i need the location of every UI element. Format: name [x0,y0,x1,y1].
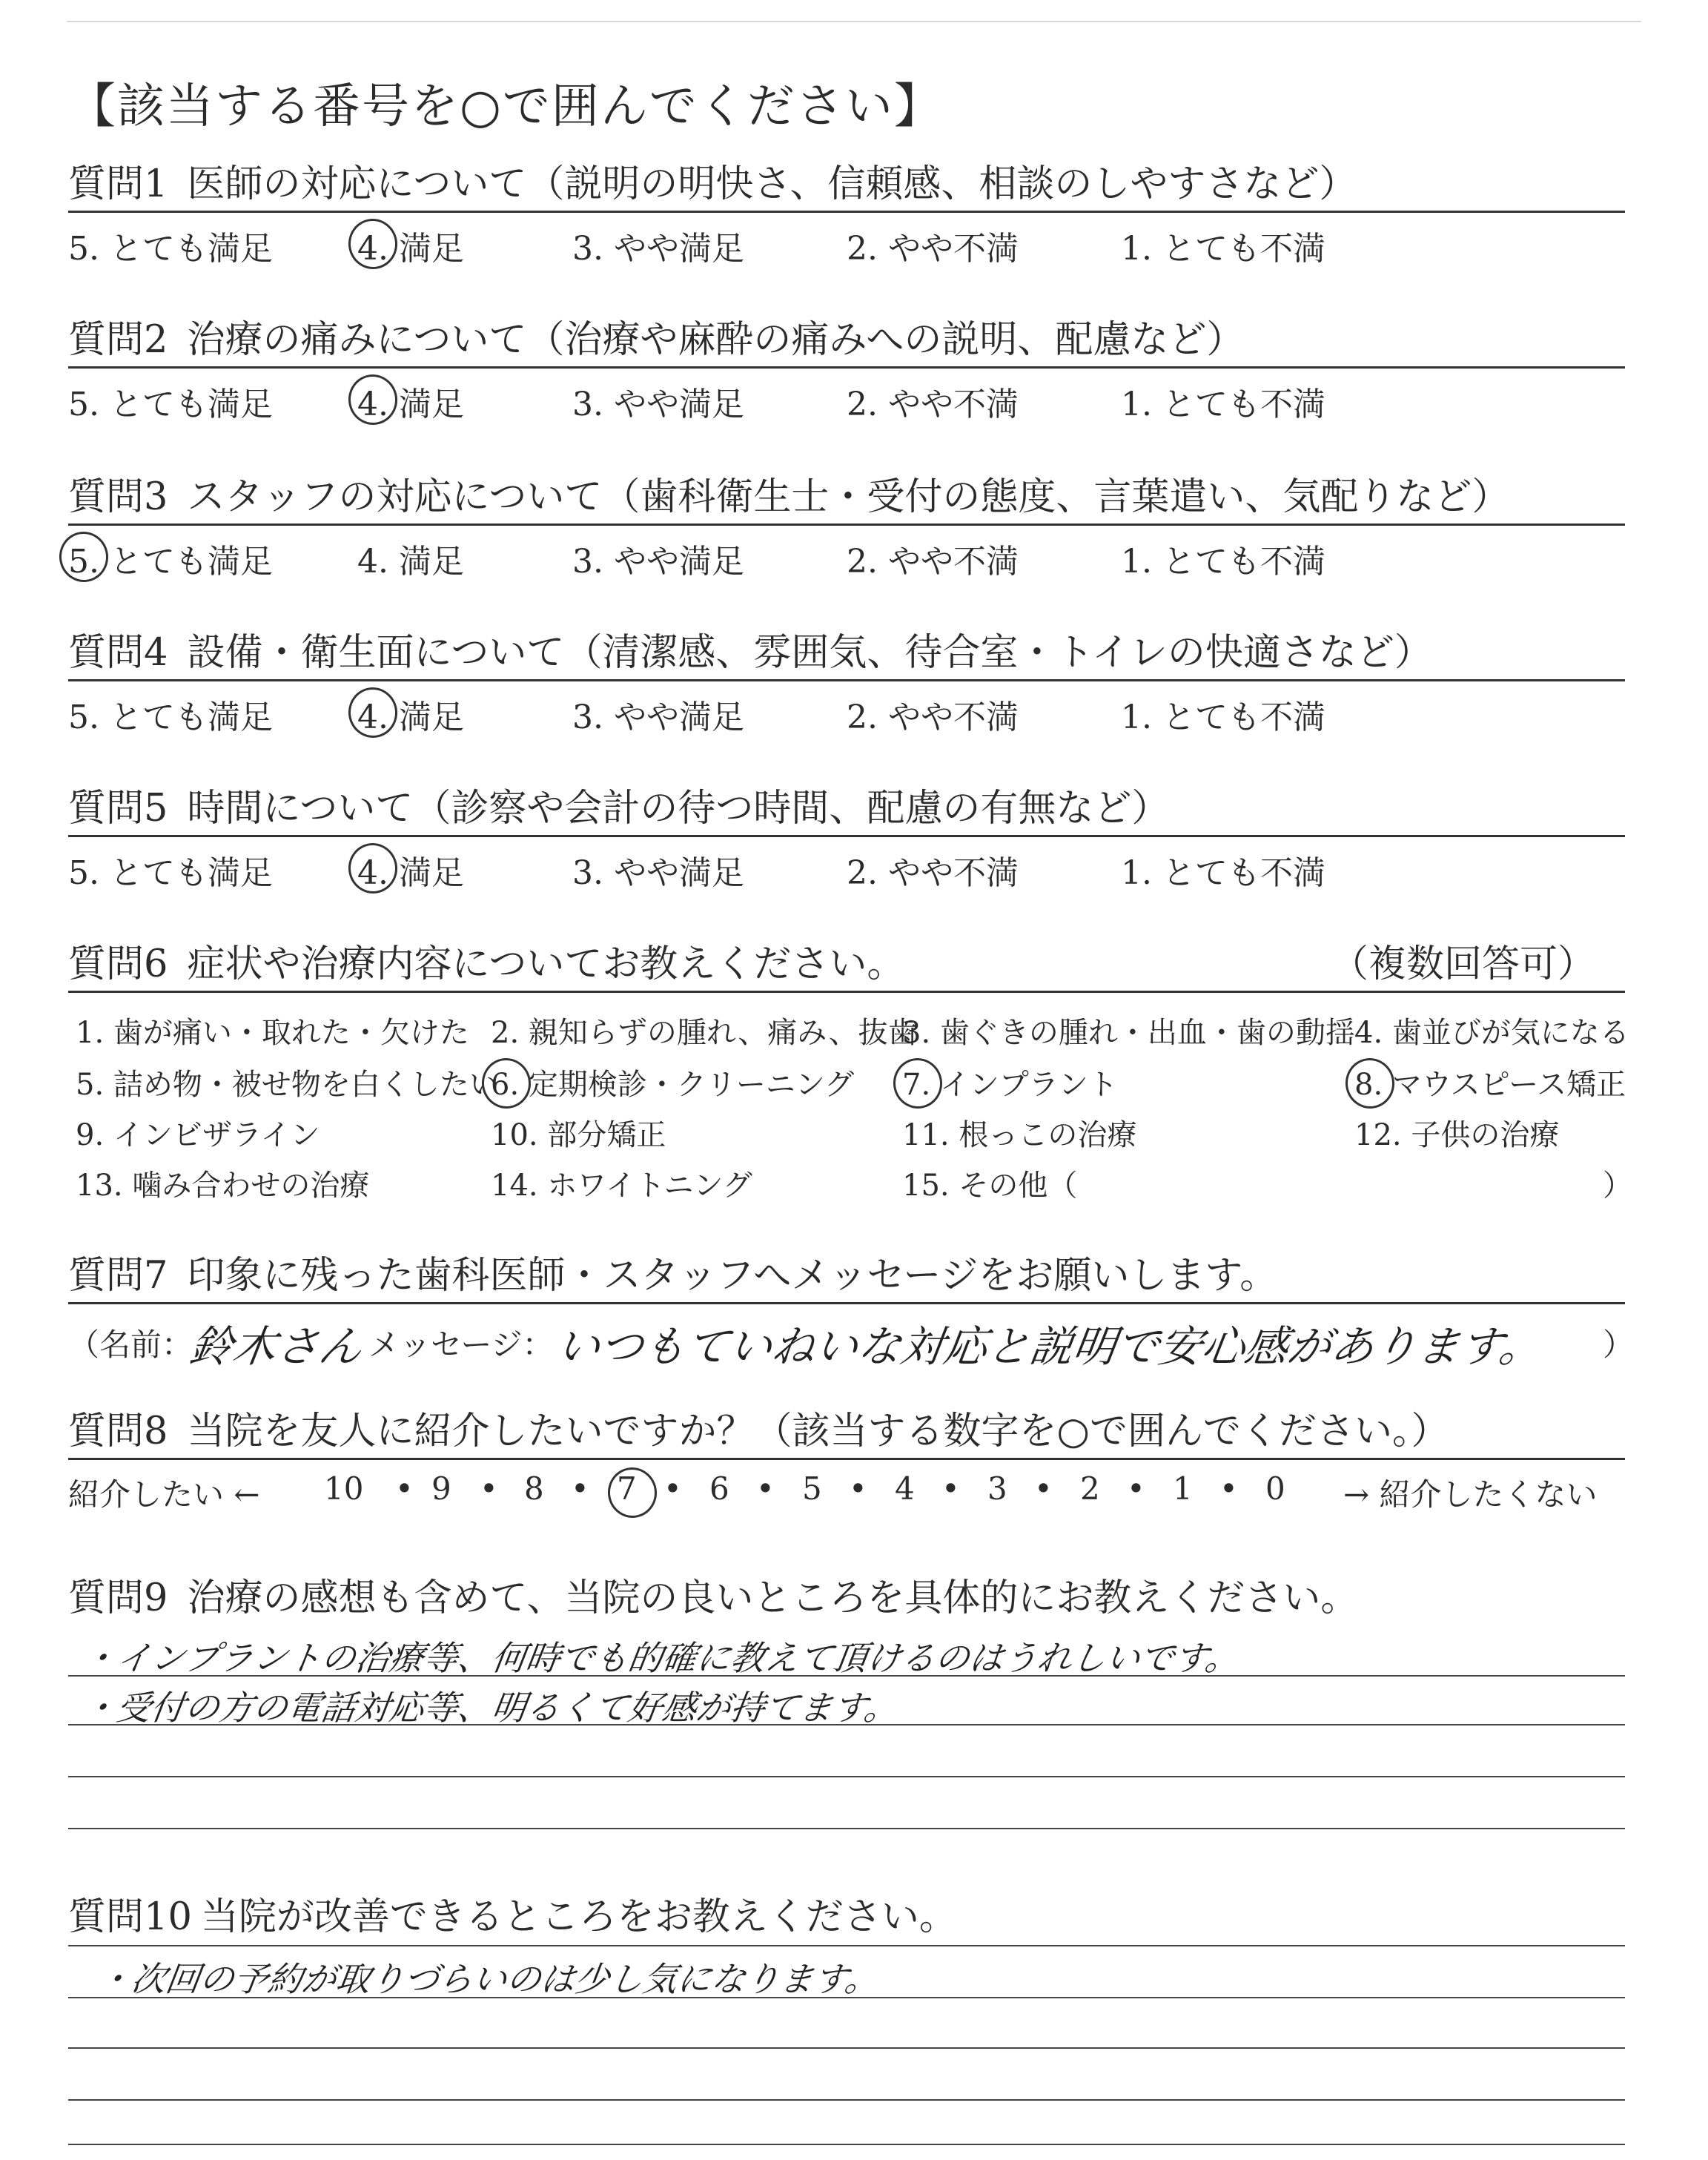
option-4[interactable]: 4. 満足 [357,543,464,581]
symptom-option-selected[interactable]: 7. インプラント [902,1061,1118,1103]
scale-dot: • [1219,1470,1238,1507]
symptom-option-selected[interactable]: 6. 定期検診・クリーニング [491,1061,854,1103]
question-text: 印象に残った歯科医師・スタッフへメッセージをお願いします。 [187,1254,1278,1298]
question-text: 当院が改善できるところをお教えください。 [200,1895,957,1939]
symptom-option[interactable]: 1. 歯が痛い・取れた・欠けた [76,1016,469,1050]
scale-value[interactable]: 4 [895,1470,915,1507]
question-4 [68,630,1625,736]
option-1[interactable]: 1. とても不満 [1121,386,1325,423]
question-text: 治療の痛みについて（治療や麻酔の痛みへの説明、配慮など） [187,318,1245,362]
symptom-option[interactable]: 3. 歯ぐきの腫れ・出血・歯の動揺 [902,1016,1355,1050]
question-text: 時間について（診察や会計の待つ時間、配慮の有無など） [187,787,1170,830]
question-8 [68,1409,1625,1512]
question-text: 設備・衛生面について（清潔感、雰囲気、待合室・トイレの快適さなど） [187,631,1432,675]
scale-value[interactable]: 8 [524,1470,544,1507]
question-title [68,1409,1625,1458]
option-4-selected[interactable]: 4. 満足 [357,377,464,425]
top-border [67,21,1641,22]
question-number: 質問10 [68,1895,192,1939]
scale-dot: • [849,1470,867,1507]
question-text: 医師の対応について（説明の明快さ、信頼感、相談のしやすさなど） [187,162,1357,206]
message-value[interactable]: いつもていねいな対応と説明で安心感があります。 [553,1321,1546,1372]
rating-options [68,837,1625,892]
question-9 [68,1576,1625,1857]
option-2[interactable]: 2. やや不満 [847,854,1019,892]
question-number: 質問8 [68,1410,168,1453]
question-2 [68,317,1625,423]
scale-dot: • [756,1470,775,1507]
question-5 [68,786,1625,892]
question-1 [68,162,1625,268]
scale-dot: • [571,1470,589,1507]
option-3[interactable]: 3. やや満足 [572,854,744,892]
answer-line [68,1945,1625,1946]
answer-line [68,2144,1625,2145]
symptom-option[interactable]: 15. その他（ [902,1169,1078,1203]
symptom-option[interactable]: 14. ホワイトニング [491,1169,752,1203]
question-7 [68,1253,1635,1372]
scale-value[interactable]: 0 [1265,1470,1285,1507]
symptom-option[interactable]: 13. 噛み合わせの治療 [76,1169,370,1203]
question-number: 質問6 [68,942,168,986]
answer-text[interactable]: ・受付の方の電話対応等、明るくて好感が持てます。 [79,1688,901,1728]
question-number: 質問7 [68,1254,168,1298]
answer-text[interactable]: ・インプラントの治療等、何時でも的確に教えて頂けるのはうれしいです。 [79,1638,1242,1678]
message-row [68,1304,1635,1372]
option-1[interactable]: 1. とても不満 [1121,543,1325,581]
other-close-paren: ） [1603,1169,1632,1203]
option-5[interactable]: 5. とても満足 [68,698,273,736]
symptom-option[interactable]: 9. インビザライン [76,1118,320,1152]
scale-value[interactable]: 1 [1173,1470,1193,1507]
option-2[interactable]: 2. やや不満 [847,698,1019,736]
close-paren: ） [1603,1327,1635,1363]
answer-line [68,1776,1625,1777]
option-3[interactable]: 3. やや満足 [572,698,744,736]
option-2[interactable]: 2. やや不満 [847,543,1019,581]
option-2[interactable]: 2. やや不満 [847,386,1019,423]
scale-value[interactable]: 10 [324,1470,364,1507]
option-5[interactable]: 5. とても満足 [68,386,273,423]
question-10 [68,1895,1625,2147]
page-heading: 【該当する番号を○で囲んでください】 [68,79,943,134]
answer-line [68,1828,1625,1829]
question-title [68,475,1625,524]
option-3[interactable]: 3. やや満足 [572,386,744,423]
question-title [68,317,1625,366]
name-value[interactable]: 鈴木さん [186,1321,366,1372]
symptom-option[interactable]: 10. 部分矯正 [491,1118,666,1152]
scale-dot: • [395,1470,414,1507]
scale-value[interactable]: 5 [802,1470,822,1507]
answer-line [68,2099,1625,2101]
symptom-option[interactable]: 2. 親知らずの腫れ、痛み、抜歯 [491,1016,918,1050]
question-title [68,1253,1625,1302]
question-number: 質問9 [68,1576,168,1620]
option-1[interactable]: 1. とても不満 [1121,698,1325,736]
question-title [68,162,1625,211]
option-4-selected[interactable]: 4. 満足 [357,846,464,894]
question-title [68,942,1625,991]
symptom-option[interactable]: 12. 子供の治療 [1354,1118,1560,1152]
message-label: メッセージ： [368,1327,554,1363]
scale-dot: • [1127,1470,1145,1507]
question-text: 症状や治療内容についてお教えください。 [187,942,905,986]
option-3[interactable]: 3. やや満足 [572,543,744,581]
symptom-option[interactable]: 5. 詰め物・被せ物を白くしたい [76,1068,499,1102]
question-number: 質問5 [68,787,168,830]
question-3 [68,475,1625,581]
scale-dot: • [941,1470,960,1507]
question-6 [68,942,1632,1208]
symptom-options [68,993,1632,1208]
question-number: 質問3 [68,475,168,519]
option-3[interactable]: 3. やや満足 [572,230,744,268]
scale-dot: • [1034,1470,1053,1507]
scale-dot: • [663,1470,682,1507]
question-title [68,1895,1625,1943]
symptom-option-selected[interactable]: 8. マウスピース矯正 [1354,1061,1626,1103]
scale-left-label: 紹介したい ← [68,1476,260,1513]
option-1[interactable]: 1. とても不満 [1121,230,1325,268]
question-title [68,630,1625,679]
rating-options [68,213,1625,268]
option-5[interactable]: 5. とても満足 [68,854,273,892]
option-2[interactable]: 2. やや不満 [847,230,1019,268]
question-number: 質問2 [68,318,168,362]
option-1[interactable]: 1. とても不満 [1121,854,1325,892]
name-label: （名前： [68,1327,193,1363]
question-number: 質問4 [68,631,168,675]
scale-value-selected[interactable]: 7 [617,1470,637,1507]
question-title [68,786,1625,835]
scale-value[interactable]: 6 [709,1470,729,1507]
option-5[interactable]: 5. とても満足 [68,230,273,268]
recommend-scale [68,1460,1625,1512]
answer-line [68,2047,1625,2049]
scale-value[interactable]: 2 [1080,1470,1100,1507]
option-4-selected[interactable]: 4. 満足 [357,222,464,269]
rating-options [68,369,1625,423]
question-text: スタッフの対応について（歯科衛生士・受付の態度、言葉遣い、気配りなど） [187,475,1510,519]
option-4-selected[interactable]: 4. 満足 [357,690,464,738]
scale-dot: • [480,1470,498,1507]
symptom-option[interactable]: 4. 歯並びが気になる [1354,1016,1629,1050]
question-title [68,1576,1625,1625]
multiple-answers-note: （複数回答可） [1330,942,1595,986]
answer-text[interactable]: ・次回の予約が取りづらいのは少し気になります。 [94,1959,882,1999]
option-5-selected[interactable]: 5. とても満足 [68,535,273,582]
question-number: 質問1 [68,162,168,206]
scale-value[interactable]: 3 [987,1470,1007,1507]
question-text: 治療の感想も含めて、当院の良いところを具体的にお教えください。 [187,1576,1359,1620]
scale-value[interactable]: 9 [431,1470,451,1507]
rating-options [68,681,1625,736]
question-text: 当院を友人に紹介したいですか？（該当する数字を○で囲んでください。） [187,1410,1449,1453]
scale-right-label: → 紹介したくない [1343,1476,1598,1513]
rating-options [68,526,1625,581]
symptom-option[interactable]: 11. 根っこの治療 [902,1118,1137,1152]
